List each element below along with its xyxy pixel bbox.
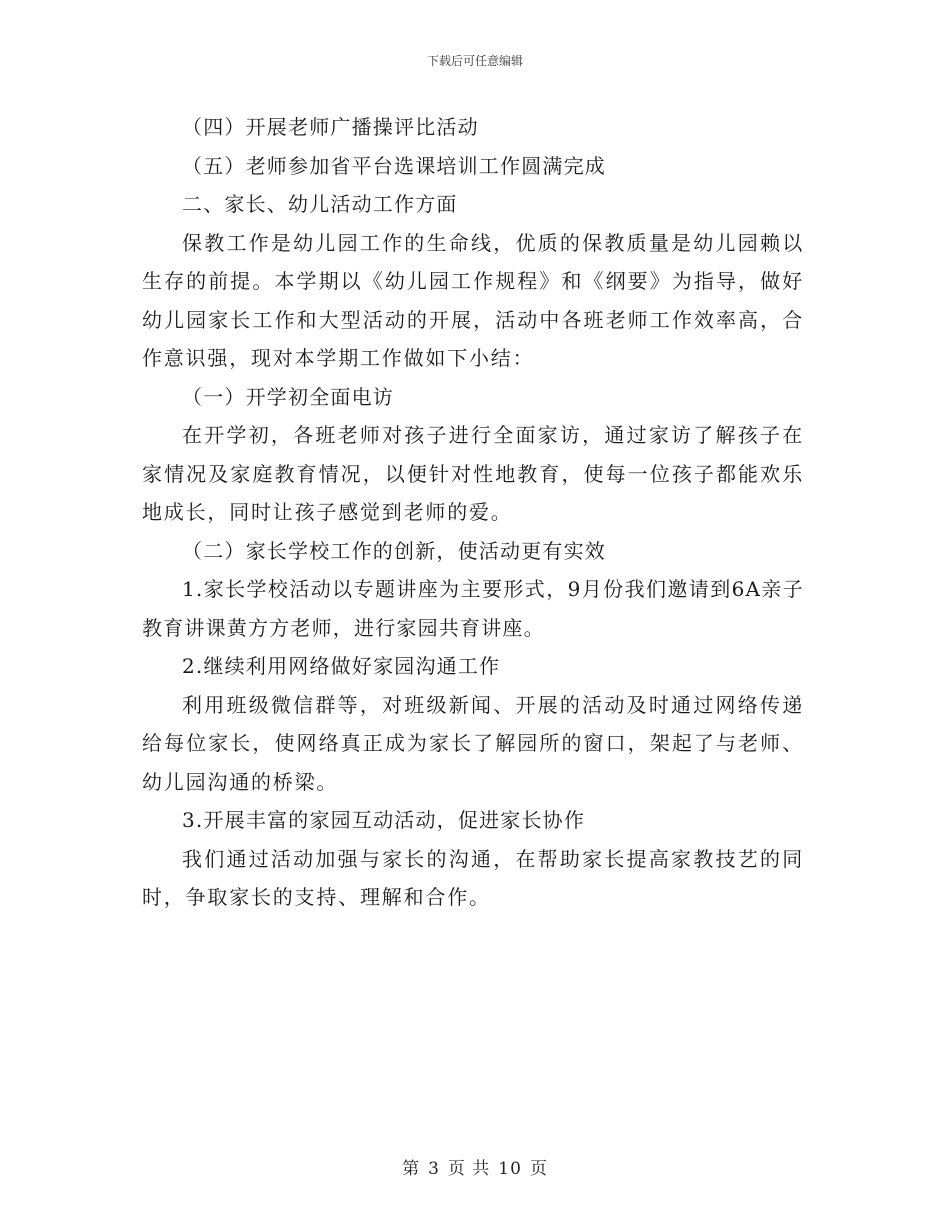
footer-mid: 页 共 <box>447 1159 491 1179</box>
page-footer <box>0 1154 950 1179</box>
document-body <box>142 108 804 917</box>
paragraph-section-5: （五）老师参加省平台选课培训工作圆满完成 <box>182 153 606 178</box>
paragraph-network-communication: 利用班级微信群等，对班级新闻、开展的活动及时通过网络传递给每位家长，使网络真正成为家长了解园所的窗口，架起了与老师、幼儿园沟通的桥梁。 <box>142 692 804 794</box>
page-header-note: 下载后可任意编辑 <box>426 54 523 68</box>
paragraph-intro: 保教工作是幼儿园工作的生命线，优质的保教质量是幼儿园赖以生存的前提。本学期以《幼儿园工作规程》和《纲要》为指导，做好幼儿园家长工作和大型活动的开展，活动中各班老师工作效率高，合作意识强，现对本学期工作做如下小结： <box>142 230 804 370</box>
paragraph-item-3: 3.开展丰富的家园互动活动，促进家长协作 <box>182 808 586 832</box>
paragraph-section-4: （四）开展老师广播操评比活动 <box>182 115 479 139</box>
total-pages-number: 10 <box>498 1159 522 1179</box>
subheading-parent-school: （二）家长学校工作的创新，使活动更有实效 <box>182 538 606 563</box>
subheading-home-visits: （一）开学初全面电访 <box>182 384 394 409</box>
paragraph-activities: 我们通过活动加强与家长的沟通，在帮助家长提高家教技艺的同时，争取家长的支持、理解和合作。 <box>142 846 804 909</box>
heading-parents-children-work: 二、家长、幼儿活动工作方面 <box>182 192 458 216</box>
paragraph-home-visits: 在开学初，各班老师对孩子进行全面家访，通过家访了解孩子在家情况及家庭教育情况，以便针对性地教育，使每一位孩子都能欢乐地成长，同时让孩子感觉到老师的爱。 <box>142 423 804 524</box>
paragraph-item-2: 2.继续利用网络做好家园沟通工作 <box>182 654 501 678</box>
current-page-number: 3 <box>428 1159 440 1179</box>
footer-prefix: 第 <box>402 1159 421 1179</box>
footer-suffix: 页 <box>529 1159 548 1179</box>
paragraph-item-1: 1.家长学校活动以专题讲座为主要形式，9月份我们邀请到6A亲子教育讲课黄方方老师，进行家园共育讲座。 <box>142 577 804 640</box>
